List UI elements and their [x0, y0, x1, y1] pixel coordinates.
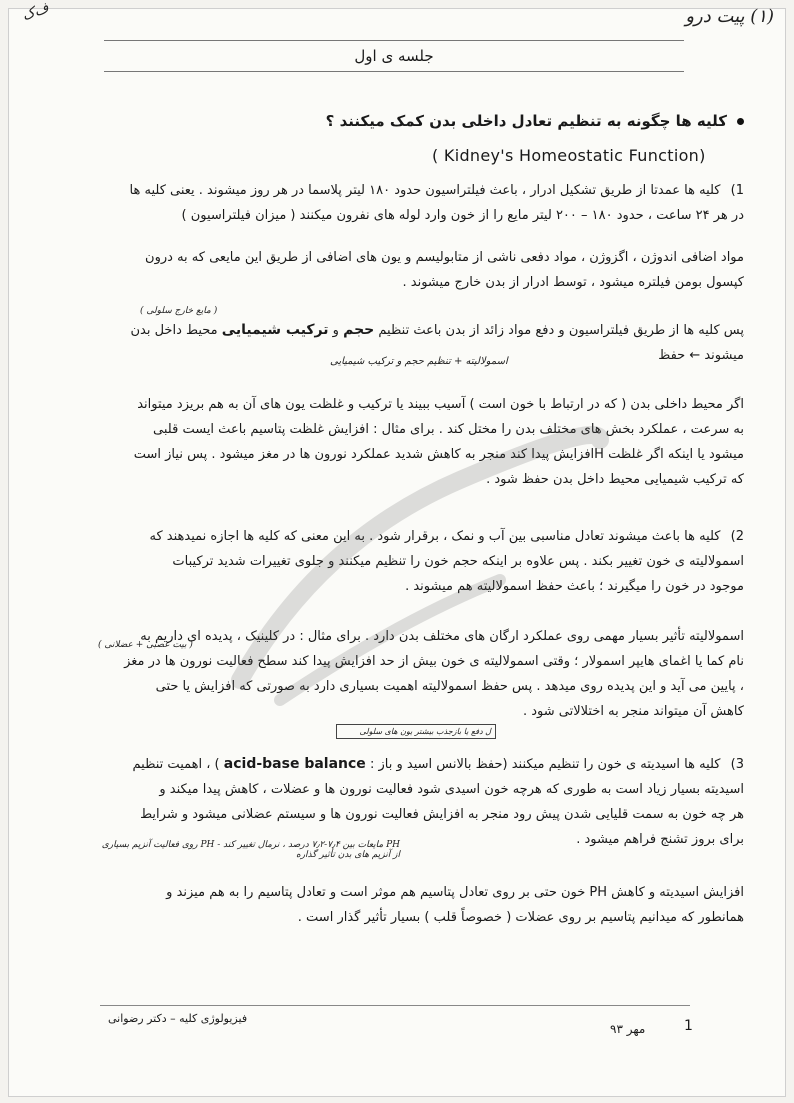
- handwritten-mark-top-left: ف‌ک: [20, 0, 51, 25]
- paragraph-5: [54, 524, 744, 599]
- paragraph-6: [54, 624, 744, 724]
- handwritten-note-osmolality: اسمولالیته + تنظیم حجم و ترکیب شیمیایی: [330, 356, 508, 367]
- text-line: که ترکیب شیمیایی محیط داخل بدن حفظ شود .: [486, 472, 744, 487]
- text-line: برای بروز تشنج فراهم میشود .: [576, 832, 744, 847]
- text-line: اسمولالیته ی خون تغییر بکند . پس علاوه بر اینکه حجم خون را تنظیم میکنند و جلوی تغییرات شدید ترکیبات: [172, 554, 744, 569]
- footer-page-number: 1: [684, 1018, 693, 1034]
- text-line: ) ، اهمیت تنظیم: [132, 757, 220, 772]
- paragraph-7: [54, 752, 744, 852]
- text-line: نام کما یا اغمای هایپر اسمولار ؛ وقتی اسمولالیته ی خون بیش از حد افزایش پیدا کند سطح فعالیت نورون ها در مغز: [124, 654, 744, 669]
- footer-date: مهر ۹۳: [610, 1022, 646, 1036]
- text-line: میشود یا اینکه اگر غلظت Hافزایش پیدا کند منجر به کاهش شدید عملکرد نورون ها در مغز میشود . پس نیاز است: [133, 447, 744, 462]
- text-line: اگر محیط داخلی بدن ( که در ارتباط با خون است ) آسیب ببیند یا ترکیب و غلظت یون های آن به هم بریزد میتواند: [137, 397, 744, 412]
- section-heading: [326, 112, 744, 130]
- bold-term: acid-base balance: [223, 756, 366, 772]
- text-line: و: [332, 323, 339, 338]
- item-number: 3): [730, 757, 744, 772]
- footer-divider: [100, 1005, 690, 1006]
- paragraph-2: [54, 245, 744, 295]
- bold-term: ترکیب شیمیایی: [221, 322, 329, 338]
- handwritten-boxed-note: ل دفع یا بازجذب بیشتر یون های سلولی: [336, 724, 496, 739]
- text-line: کلیه ها اسیدیته ی خون را تنظیم میکنند (حفظ بالانس اسید و باز :: [369, 757, 721, 772]
- text-line: کلیه ها باعث میشوند تعادل مناسبی بین آب و نمک ، برقرار شود . به این معنی که کلیه ها اجازه نمیدهند که: [149, 529, 721, 544]
- text-line: ، پایین می آید و این پدیده روی میدهد . پس حفظ اسمولالیته اهمیت بسیاری دارد به صورتی که افزایش یا حتی: [155, 679, 744, 694]
- text-line: به سرعت ، عملکرد بخش های مختلف بدن را مختل کند . برای مثال : افزایش غلظت پتاسیم باعث ایست قلبی: [153, 422, 744, 437]
- paragraph-1: [54, 178, 744, 228]
- text-line: هر چه خون به سمت قلیایی شدن پیش رود منجر به افزایش فعالیت نورون ها و سیستم عضلانی میشود و شرایط: [140, 807, 744, 822]
- text-line: کاهش آن میتواند منجر به اختلالاتی شود .: [522, 704, 744, 719]
- item-number: 1): [730, 183, 744, 198]
- handwritten-note-neuro: ( بیت عصبی + عضلانی ): [98, 640, 193, 650]
- text-line: اسیدیته بسیار زیاد است به طوری که هرچه خون اسیدی شود فعالیت نورون ها و عضلات ، کاهش پیدا میکند و: [159, 782, 744, 797]
- heading-question: کلیه ها چگونه به تنظیم تعادل داخلی بدن کمک میکنند ؟: [325, 112, 727, 130]
- text-line: کپسول بومن فیلتره میشود ، توسط ادرار از بدن خارج میشوند .: [402, 275, 744, 290]
- handwritten-mark-top-right: (۱) پیت درو: [685, 6, 774, 27]
- footer-course-title: فیزیولوژی کلیه – دکتر رضوانی: [108, 1012, 248, 1025]
- session-title: جلسه ی اول: [354, 47, 434, 65]
- text-line: همانطور که میدانیم پتاسیم بر روی عضلات ( خصوصاً قلب ) بسیار تأثیر گذار است .: [297, 910, 744, 925]
- text-line: مواد اضافی اندوژن ، اگزوژن ، مواد دفعی ناشی از متابولیسم و یون های اضافی از طریق این مایعی که به درون: [145, 250, 744, 265]
- bullet-icon: [737, 118, 744, 125]
- item-number: 2): [730, 529, 744, 544]
- handwritten-note-ph: PH مایعات بین ۷٫۴-۷٫۲ درصد ، نرمال تغییر کند - PH روی فعالیت آنزیم بسیاری از آنزیم های بدن تأثیر گذاره: [101, 840, 400, 860]
- text-line: پس کلیه ها از طریق فیلتراسیون و دفع مواد زائد از بدن باعث تنظیم: [378, 323, 744, 338]
- paragraph-8: [54, 880, 744, 930]
- text-line: اسمولالیته تأثیر بسیار مهمی روی عملکرد ارگان های مختلف بدن دارد . برای مثال : در کلینیک ، پدیده ای داریم به: [140, 629, 744, 644]
- paragraph-4: [54, 392, 744, 492]
- text-line: در هر ۲۴ ساعت ، حدود ۱۸۰ – ۲۰۰ لیتر مایع را از خون وارد لوله های نفرون میکنند ( میزان فیلتراسیون ): [181, 208, 744, 223]
- bold-term: حجم: [343, 322, 375, 338]
- text-line: افزایش اسیدیته و کاهش PH خون حتی بر روی تعادل پتاسیم هم موثر است و تعادل پتاسیم را به هم میزند و: [166, 885, 744, 900]
- handwritten-note-extracellular: ( مایع خارج سلولی ): [140, 306, 218, 316]
- text-line: موجود در خون را میگیرند ؛ باعث حفظ اسمولالیته هم میشوند .: [405, 579, 744, 594]
- heading-subtitle: ( Kidney's Homeostatic Function): [432, 146, 706, 165]
- text-line: محیط داخل بدن: [130, 323, 218, 338]
- text-line: میشوند ← حفظ: [658, 348, 744, 363]
- text-line: کلیه ها عمدتا از طریق تشکیل ادرار ، باعث فیلتراسیون حدود ۱۸۰ لیتر پلاسما در هر روز میشوند . یعنی کلیه ها: [129, 183, 721, 198]
- session-header: [104, 40, 684, 72]
